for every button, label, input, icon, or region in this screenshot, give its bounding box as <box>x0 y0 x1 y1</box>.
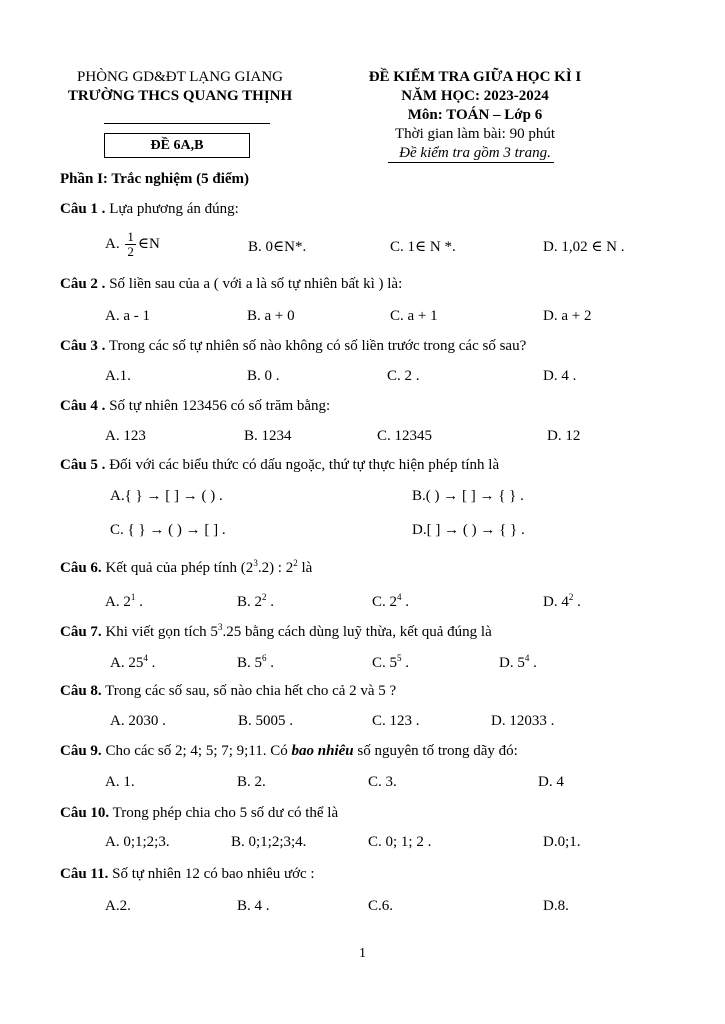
q11-option-d: D.8. <box>543 898 569 914</box>
q1-option-c: C. 1∈ N *. <box>390 239 456 255</box>
question-6: Câu 6. Kết quả của phép tính $(2^3.2)$ : $2^2$ là <box>60 558 313 576</box>
q2-option-d: D. a + 2 <box>543 308 592 324</box>
q5-option-c: C. { } → ( ) → [ ] . <box>110 522 226 538</box>
q9-option-b: B. 2. <box>237 774 266 790</box>
question-9: Câu 9. Cho các số 2; 4; 5; 7; 9;11. Có bao nhiêu số nguyên tố trong dãy đó: <box>60 743 518 759</box>
q4-option-b: B. 1234 <box>244 428 292 444</box>
q6-option-b: B. $2^2$ . <box>237 592 275 610</box>
page-number: 1 <box>359 946 366 961</box>
q3-option-d: D. 4 . <box>543 368 577 384</box>
q4-option-c: C. 12345 <box>377 428 433 444</box>
school-year: NĂM HỌC: 2023-2024 <box>401 88 549 104</box>
q8-option-b: B. 5005 . <box>238 713 294 729</box>
q9-option-c: C. 3. <box>368 774 397 790</box>
exam-code-box: ĐỀ 6A,B <box>104 133 250 158</box>
q8-option-a: A. 2030 . <box>110 713 166 729</box>
department-name: PHÒNG GD&ĐT LẠNG GIANG <box>77 69 283 85</box>
question-5: Câu 5 . Đối với các biểu thức có dấu ngoặc, thứ tự thực hiện phép tính là <box>60 457 500 473</box>
q8-option-c: C. 123 . <box>372 713 420 729</box>
subject: Môn: TOÁN – Lớp 6 <box>407 107 543 123</box>
q6-option-a: A. $2^1$ . <box>105 592 143 610</box>
question-2: Câu 2 . Số liền sau của a ( với a là số tự nhiên bất kì ) là: <box>60 276 403 292</box>
q1-option-b: B. 0∈N*. <box>248 239 307 255</box>
question-3: Câu 3 . Trong các số tự nhiên số nào không có số liền trước trong các số sau? <box>60 338 527 354</box>
q7-option-d: D. $5^4$ . <box>499 653 537 671</box>
section-title: Phần I: Trắc nghiệm (5 điểm) <box>60 171 250 187</box>
q11-option-c: C.6. <box>368 898 394 914</box>
q10-option-a: A. 0;1;2;3. <box>105 834 170 850</box>
header-right-divider <box>388 162 554 163</box>
q7-option-a: A. $25^4$ . <box>110 653 156 671</box>
q11-option-a: A.2. <box>105 898 131 914</box>
q10-option-d: D.0;1. <box>543 834 581 850</box>
question-11: Câu 11. Số tự nhiên 12 có bao nhiêu ước : <box>60 866 315 882</box>
q11-option-b: B. 4 . <box>237 898 270 914</box>
header-right <box>362 68 588 163</box>
exam-title: ĐỀ KIỂM TRA GIỮA HỌC KÌ I <box>368 69 582 85</box>
q3-option-c: C. 2 . <box>387 368 420 384</box>
q10-option-b: B. 0;1;2;3;4. <box>231 834 307 850</box>
question-4: Câu 4 . Số tự nhiên 123456 có số trăm bằng: <box>60 398 331 414</box>
question-text: Lựa phương án đúng: <box>105 201 239 217</box>
q4-option-a: A. 123 <box>105 428 146 444</box>
q1-option-a: A. $\frac{1}{2}$ ∈N <box>105 229 160 259</box>
q9-option-d: D. 4 <box>538 774 564 790</box>
q3-option-a: A.1. <box>105 368 131 384</box>
q10-option-c: C. 0; 1; 2 . <box>368 834 432 850</box>
fraction: $\frac{1}{2}$ <box>127 229 134 259</box>
question-7: Câu 7. Khi viết gọn tích $5^3.25$ bằng cách dùng luỹ thừa, kết quả đúng là <box>60 622 492 640</box>
page-count: Đề kiểm tra gồm 3 trang. <box>399 145 551 161</box>
q5-option-b: B.( ) → [ ] → { } . <box>412 488 524 504</box>
question-10: Câu 10. Trong phép chia cho 5 số dư có thể là <box>60 805 339 821</box>
school-name: TRƯỜNG THCS QUANG THỊNH <box>67 88 293 104</box>
q5-option-d: D.[ ] → ( ) → { } . <box>412 522 525 538</box>
q4-option-d: D. 12 <box>547 428 581 444</box>
header-left <box>60 68 300 106</box>
q7-option-c: C. $5^5$ . <box>372 653 410 671</box>
q2-option-a: A. a - 1 <box>105 308 150 324</box>
q6-option-c: C. $2^4$ . <box>372 592 410 610</box>
q6-option-d: D. $4^2$ . <box>543 592 581 610</box>
question-8: Câu 8. Trong các số sau, số nào chia hết cho cả 2 và 5 ? <box>60 683 397 699</box>
question-number: Câu 1 . <box>60 201 106 217</box>
time-allowed: Thời gian làm bài: 90 phút <box>395 126 555 142</box>
q2-option-c: C. a + 1 <box>390 308 438 324</box>
q5-option-a: A.{ } → [ ] → ( ) . <box>110 488 223 504</box>
q7-option-b: B. $5^6$ . <box>237 653 275 671</box>
header-divider <box>104 123 270 124</box>
q8-option-d: D. 12033 . <box>491 713 555 729</box>
q2-option-b: B. a + 0 <box>247 308 295 324</box>
question-1 <box>60 201 239 218</box>
q9-option-a: A. 1. <box>105 774 135 790</box>
q3-option-b: B. 0 . <box>247 368 280 384</box>
q1-option-d: D. 1,02 ∈ N . <box>543 239 625 255</box>
